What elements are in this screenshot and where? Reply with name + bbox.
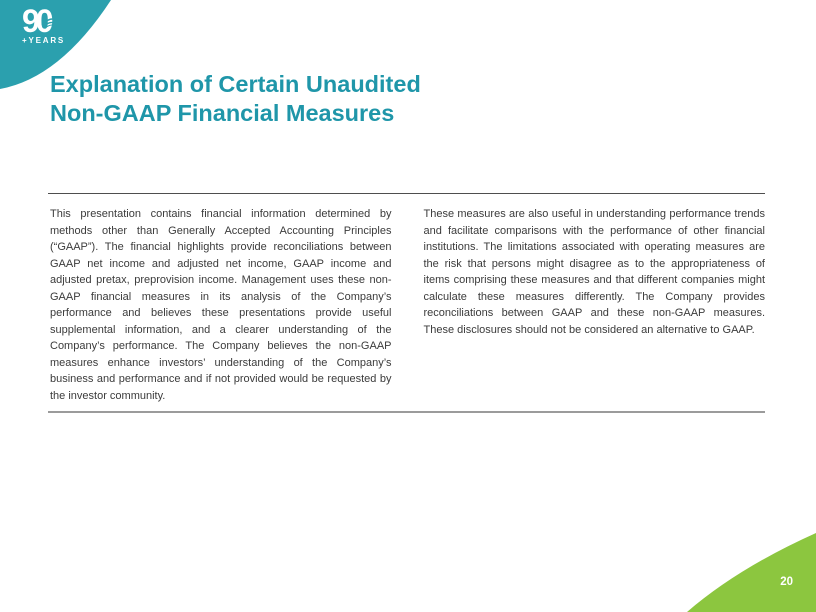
divider-top bbox=[48, 193, 765, 194]
anniversary-logo bbox=[22, 4, 65, 45]
divider-bottom bbox=[48, 411, 765, 413]
body-left-column: This presentation contains financial information determined by methods other than Generally Accepted Accounting Principles (“GAAP”). The financial highlights provide reconciliations between GAAP net income and adjusted net income, GAAP income and adjusted pretax, preprovision income. Management uses these non-GAAP financial measures in its analysis of the Company’s performance and believes these presentations provide useful supplemental information, and a clearer understanding of the Company’s performance. The Company believes the non-GAAP measures enhance investors’ understanding of the Company’s business and performance and if not provided would be requested by the investor community. bbox=[50, 208, 392, 402]
slide-title-line2: Non-GAAP Financial Measures bbox=[50, 100, 395, 126]
green-corner-swoosh bbox=[686, 532, 816, 612]
body-columns bbox=[50, 206, 765, 404]
feather-icon bbox=[41, 17, 56, 29]
logo-years-text: +YEARS bbox=[22, 36, 66, 45]
slide-title-line1: Explanation of Certain Unaudited bbox=[50, 71, 421, 97]
slide-title bbox=[50, 70, 421, 128]
body-right-column: These measures are also useful in understanding performance trends and facilitate comparisons with the performance of other financial institutions. The limitations associated with operating measures are the risk that persons might disagree as to the appropriateness of items comprising these measures and that different companies might calculate these measures differently. The Company provides reconciliations between GAAP and these non-GAAP measures. These disclosures should not be considered an alternative to GAAP. bbox=[423, 208, 765, 336]
logo-90-text: 90 bbox=[22, 3, 50, 39]
page-number: 20 bbox=[780, 576, 793, 588]
